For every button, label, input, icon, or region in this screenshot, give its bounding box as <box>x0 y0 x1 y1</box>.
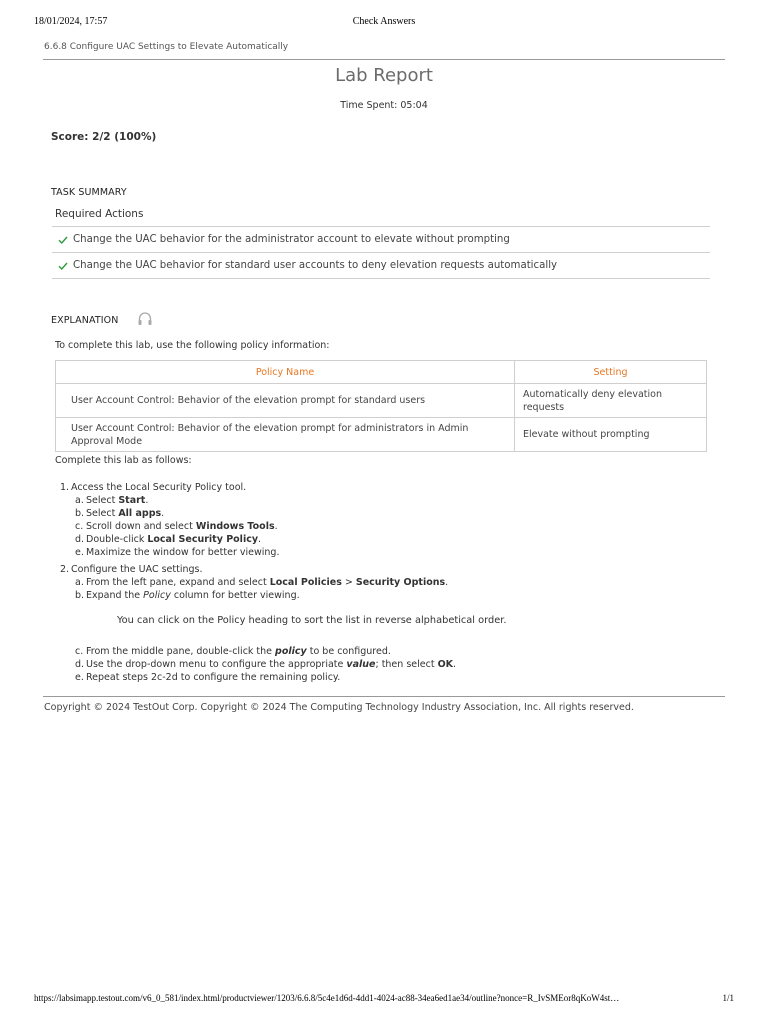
step-text: Expand the Policy column for better viewing. <box>86 590 300 601</box>
setting-cell: Elevate without prompting <box>515 418 707 452</box>
step-text: Scroll down and select Windows Tools. <box>86 521 278 532</box>
print-title: Check Answers <box>352 16 416 27</box>
step-text: Use the drop-down menu to configure the appropriate value; then select OK. <box>86 659 457 670</box>
policy-name-cell: User Account Control: Behavior of the elevation prompt for administrators in Admin Approval Mode <box>56 418 515 452</box>
required-actions-title: Required Actions <box>55 208 144 220</box>
step-text: From the left pane, expand and select Local Policies > Security Options. <box>86 577 449 588</box>
column-header-setting: Setting <box>515 361 707 384</box>
list-item <box>52 227 710 253</box>
footer-divider <box>43 696 725 697</box>
step-2c: c. From the middle pane, double-click the policy to be configured. <box>75 646 391 657</box>
step-1e: e. Maximize the window for better viewing. <box>75 547 280 558</box>
time-spent: Time Spent: 05:04 <box>340 100 428 111</box>
step-2: 2. Configure the UAC settings. <box>60 564 203 575</box>
tip-note: You can click on the Policy heading to sort the list in reverse alphabetical order. <box>117 615 507 626</box>
policy-table <box>55 360 707 452</box>
check-icon <box>58 235 68 245</box>
column-header-policy-name: Policy Name <box>56 361 515 384</box>
step-1: 1. Access the Local Security Policy tool. <box>60 482 247 493</box>
page-number: 1/1 <box>722 993 734 1003</box>
policy-name-cell: User Account Control: Behavior of the elevation prompt for standard users <box>56 384 515 418</box>
step-2e: e. Repeat steps 2c-2d to configure the remaining policy. <box>75 672 341 683</box>
setting-cell: Automatically deny elevation requests <box>515 384 707 418</box>
step-text: Maximize the window for better viewing. <box>86 547 280 558</box>
steps-list-continued <box>55 645 715 684</box>
step-text: Select Start. <box>86 495 149 506</box>
page-title: Lab Report <box>335 65 433 86</box>
copyright: Copyright © 2024 TestOut Corp. Copyright © 2024 The Computing Technology Industry Association, Inc. All rights reserved. <box>44 702 634 713</box>
step-1c: c. Scroll down and select Windows Tools. <box>75 521 278 532</box>
step-1b: b. Select All apps. <box>75 508 165 519</box>
score: Score: 2/2 (100%) <box>51 131 157 143</box>
explanation-outro: Complete this lab as follows: <box>55 455 192 466</box>
required-actions-list <box>52 226 710 279</box>
list-item <box>52 253 710 279</box>
step-1a: a. Select Start. <box>75 495 149 506</box>
step-text: From the middle pane, double-click the policy to be configured. <box>86 646 391 657</box>
step-text: Select All apps. <box>86 508 165 519</box>
table-row <box>56 384 707 418</box>
table-header-row <box>56 361 707 384</box>
print-header <box>34 16 734 30</box>
print-footer <box>34 993 734 1007</box>
required-action-text: Change the UAC behavior for the administrator account to elevate without prompting <box>73 234 510 245</box>
table-row <box>56 418 707 452</box>
step-2a: a. From the left pane, expand and select Local Policies > Security Options. <box>75 577 449 588</box>
step-text: Double-click Local Security Policy. <box>86 534 262 545</box>
step-2d: d. Use the drop-down menu to configure the appropriate value; then select OK. <box>75 659 457 670</box>
steps-list <box>55 481 715 602</box>
print-url: https://labsimapp.testout.com/v6_0_581/index.html/productviewer/1203/6.6.8/5c4e1d6d-4dd1-4024-ac88-34ea6ed1ae34/outline?nonce=R_IvSMEor8qKoW4st… <box>34 993 620 1003</box>
task-summary-heading: TASK SUMMARY <box>51 187 127 198</box>
header-divider <box>43 59 725 60</box>
step-text: Configure the UAC settings. <box>71 564 203 575</box>
step-2b: b. Expand the Policy column for better viewing. <box>75 590 300 601</box>
explanation-heading: EXPLANATION <box>51 315 119 326</box>
required-action-text: Change the UAC behavior for standard user accounts to deny elevation requests automatically <box>73 260 558 271</box>
step-1d: d. Double-click Local Security Policy. <box>75 534 262 545</box>
breadcrumb: 6.6.8 Configure UAC Settings to Elevate Automatically <box>44 42 289 52</box>
check-icon <box>58 261 68 271</box>
headphones-icon[interactable] <box>137 311 153 327</box>
step-text: Access the Local Security Policy tool. <box>71 482 247 493</box>
explanation-intro: To complete this lab, use the following policy information: <box>55 340 330 351</box>
step-text: Repeat steps 2c-2d to configure the remaining policy. <box>86 672 341 683</box>
print-datetime: 18/01/2024, 17:57 <box>34 16 108 27</box>
